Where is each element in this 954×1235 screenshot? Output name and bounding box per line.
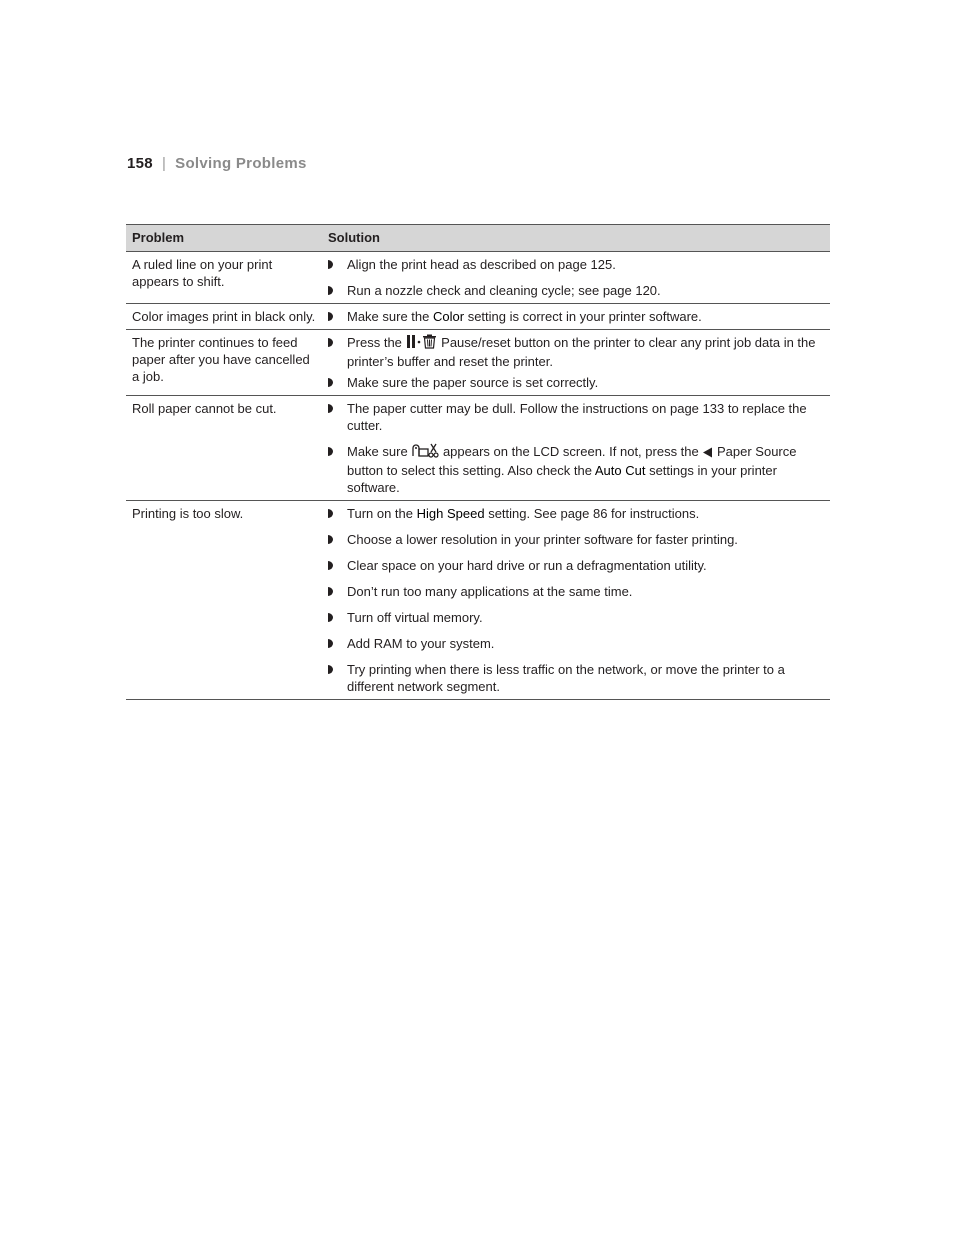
solution-item bbox=[328, 308, 824, 325]
solution-cell bbox=[322, 252, 830, 304]
solution-text-before: Turn on the bbox=[347, 506, 417, 521]
table-row bbox=[126, 396, 830, 501]
solution-text-middle2: Paper Source button to select this setting. Also check the bbox=[347, 444, 797, 478]
solution-text: Turn off virtual memory. bbox=[347, 610, 483, 625]
bullet-icon bbox=[328, 509, 333, 518]
solution-item bbox=[328, 505, 824, 522]
bullet-icon bbox=[328, 286, 333, 295]
problem-cell: Printing is too slow. bbox=[126, 501, 322, 700]
solution-text-before: Make sure the bbox=[347, 309, 433, 324]
solution-item bbox=[328, 256, 824, 273]
solution-item bbox=[328, 374, 824, 391]
ui-setting-high-speed: High Speed bbox=[416, 506, 485, 521]
solution-text: Choose a lower resolution in your printer software for faster printing. bbox=[347, 532, 738, 547]
bullet-icon bbox=[328, 260, 333, 269]
bullet-icon bbox=[328, 404, 333, 413]
bullet-icon bbox=[328, 665, 333, 674]
bullet-icon bbox=[328, 447, 333, 456]
solution-cell bbox=[322, 501, 830, 700]
bullet-icon bbox=[328, 587, 333, 596]
bullet-icon bbox=[328, 312, 333, 321]
pause-reset-icon bbox=[406, 334, 438, 353]
bullet-icon bbox=[328, 378, 333, 387]
table-header-row bbox=[126, 225, 830, 252]
solution-cell bbox=[322, 304, 830, 330]
solution-item bbox=[328, 583, 824, 600]
table-row bbox=[126, 252, 830, 304]
solution-text: Try printing when there is less traffic on the network, or move the printer to a different network segment. bbox=[347, 662, 785, 694]
solution-item bbox=[328, 400, 824, 434]
running-head bbox=[127, 155, 307, 172]
solution-text: The paper cutter may be dull. Follow the instructions on page 133 to replace the cutter. bbox=[347, 401, 807, 433]
solution-item bbox=[328, 443, 824, 496]
solution-cell bbox=[322, 396, 830, 501]
table-row bbox=[126, 330, 830, 396]
table-row bbox=[126, 501, 830, 700]
bullet-icon bbox=[328, 561, 333, 570]
solution-text: Add RAM to your system. bbox=[347, 636, 495, 651]
solution-text: Don’t run too many applications at the same time. bbox=[347, 584, 633, 599]
solution-text-middle: appears on the LCD screen. If not, press the bbox=[439, 444, 699, 459]
solution-item bbox=[328, 531, 824, 548]
solution-text-before: Make sure bbox=[347, 444, 408, 459]
bullet-icon bbox=[328, 639, 333, 648]
page-number: 158 bbox=[127, 155, 153, 172]
solution-list bbox=[328, 400, 824, 496]
solution-text-before: Press the bbox=[347, 335, 402, 350]
solution-text-after: setting. See page 86 for instructions. bbox=[484, 506, 700, 521]
bullet-icon bbox=[328, 613, 333, 622]
problem-cell: A ruled line on your print appears to shift. bbox=[126, 252, 322, 304]
left-triangle-icon bbox=[702, 445, 713, 462]
problem-cell: Color images print in black only. bbox=[126, 304, 322, 330]
solution-item bbox=[328, 334, 824, 370]
section-title: Solving Problems bbox=[175, 155, 307, 172]
solution-text: Align the print head as described on page 125. bbox=[347, 257, 616, 272]
solution-list bbox=[328, 256, 824, 299]
troubleshooting-table bbox=[126, 224, 830, 700]
problem-cell: Roll paper cannot be cut. bbox=[126, 396, 322, 501]
header-separator: | bbox=[161, 155, 167, 172]
solution-list bbox=[328, 308, 824, 325]
ui-setting-color: Color bbox=[433, 309, 465, 324]
solution-list bbox=[328, 334, 824, 391]
solution-text: Run a nozzle check and cleaning cycle; see page 120. bbox=[347, 283, 661, 298]
solution-item bbox=[328, 635, 824, 652]
column-header-solution: Solution bbox=[322, 225, 830, 252]
bullet-icon bbox=[328, 338, 333, 347]
solution-text-after: settings in your printer software. bbox=[347, 463, 777, 495]
roll-auto-cut-icon bbox=[411, 443, 439, 462]
solution-item bbox=[328, 609, 824, 626]
solution-item bbox=[328, 557, 824, 574]
solution-text: Make sure the paper source is set correctly. bbox=[347, 375, 599, 390]
solution-text-after: Pause/reset button on the printer to clear any print job data in the printer’s buffer and reset the printer. bbox=[347, 335, 816, 369]
solution-text: Clear space on your hard drive or run a defragmentation utility. bbox=[347, 558, 707, 573]
solution-list bbox=[328, 505, 824, 695]
solution-item bbox=[328, 661, 824, 695]
column-header-problem: Problem bbox=[126, 225, 322, 252]
solution-item bbox=[328, 282, 824, 299]
problem-cell: The printer continues to feed paper after you have cancelled a job. bbox=[126, 330, 322, 396]
bullet-icon bbox=[328, 535, 333, 544]
solution-cell bbox=[322, 330, 830, 396]
solution-text-after: setting is correct in your printer software. bbox=[464, 309, 702, 324]
ui-setting-auto-cut: Auto Cut bbox=[594, 463, 646, 478]
table-row bbox=[126, 304, 830, 330]
